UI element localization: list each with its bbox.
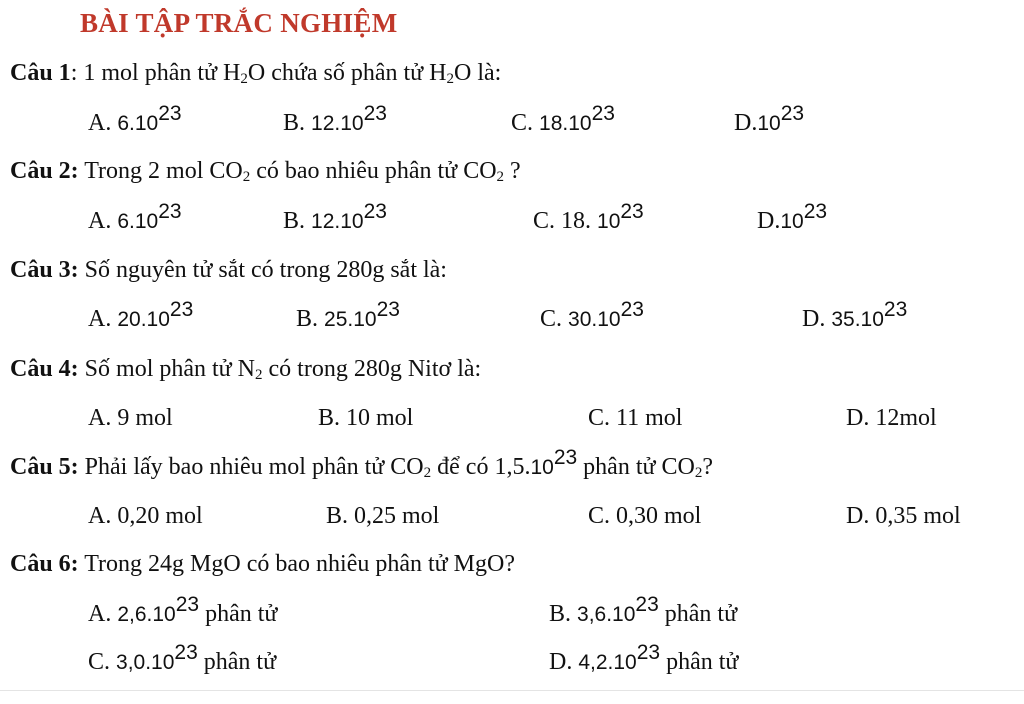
q5-option-b[interactable]: B. 0,25 mol	[326, 503, 440, 529]
question-1	[10, 60, 501, 87]
question-3	[10, 257, 447, 284]
subscript: 2	[240, 71, 248, 87]
q2-option-b[interactable]: B. 12.10$^{23}$	[283, 200, 387, 234]
subscript: 2	[255, 367, 263, 383]
q5-option-c[interactable]: C. 0,30 mol	[588, 503, 702, 529]
q1-option-c[interactable]: C. 18.10$^{23}$	[511, 102, 615, 136]
question-label: Câu 2:	[10, 158, 79, 184]
question-text: Trong 24g MgO có bao nhiêu phân tử MgO?	[78, 551, 515, 577]
q3-option-a[interactable]: A. 20.10$^{23}$	[88, 298, 194, 332]
subscript: 2	[496, 169, 505, 185]
question-text: O chứa số phân tử H	[247, 60, 447, 86]
question-text: có bao nhiêu phân tử CO	[250, 158, 497, 184]
q1-option-b[interactable]: B. 12.10$^{23}$	[283, 102, 387, 136]
q4-option-d[interactable]: D. 12mol	[846, 405, 937, 431]
q6-option-d[interactable]: D. 4,2.10$^{23}$ phân tử	[549, 641, 739, 675]
q5-option-a[interactable]: A. 0,20 mol	[88, 503, 203, 529]
q5-option-d[interactable]: D. 0,35 mol	[846, 503, 961, 529]
question-label: Câu 4:	[10, 356, 79, 382]
q3-option-c[interactable]: C. 30.10$^{23}$	[540, 298, 644, 332]
q6-option-c[interactable]: C. 3,0.10$^{23}$ phân tử	[88, 641, 277, 675]
question-text: Trong 2 mol CO	[78, 158, 243, 184]
q1-option-d[interactable]: $D.10^{23}$	[734, 102, 805, 136]
q4-option-a[interactable]: A. 9 mol	[88, 405, 173, 431]
question-text: Phải lấy bao nhiêu mol phân tử CO	[78, 454, 424, 480]
question-text: ?	[504, 158, 521, 184]
question-label: Câu 5:	[10, 454, 79, 480]
question-text: để có 1,5.	[431, 454, 531, 480]
q2-option-c[interactable]: C. 18. $10^{23}$	[533, 200, 644, 234]
q3-option-d[interactable]: D. 35.10$^{23}$	[802, 298, 908, 332]
subscript: 2	[446, 71, 455, 87]
question-text: Số mol phân tử N	[78, 356, 256, 382]
subscript: 2	[242, 169, 251, 185]
q4-option-c[interactable]: C. 11 mol	[588, 405, 683, 431]
question-text: O là:	[454, 60, 502, 86]
q6-option-a[interactable]: A. 2,6.10$^{23}$ phân tử	[88, 593, 278, 627]
question-text: : 1 mol phân tử H	[70, 60, 241, 86]
question-text: có trong 280g Nitơ là:	[262, 356, 482, 382]
page-divider	[0, 690, 1024, 691]
question-5: Câu 5: Phải lấy bao nhiêu mol phân tử $CO_2$ để có 1,5.10$^{23}$ phân tử $CO_2$?	[10, 446, 713, 481]
question-label: Câu 3:	[10, 257, 79, 283]
question-label: Câu 1	[10, 60, 71, 86]
q3-option-b[interactable]: B. 25.10$^{23}$	[296, 298, 400, 332]
question-text: ?	[702, 454, 713, 480]
q1-option-a[interactable]: A. 6.10$^{23}$	[88, 102, 182, 136]
question-text: phân tử CO	[577, 454, 695, 480]
q6-option-b[interactable]: B. 3,6.10$^{23}$ phân tử	[549, 593, 738, 627]
question-label: Câu 6:	[10, 551, 79, 577]
q2-option-d[interactable]: $D.10^{23}$	[757, 200, 828, 234]
page-title: BÀI TẬP TRẮC NGHIỆM	[80, 8, 398, 38]
subscript: 2	[694, 465, 703, 481]
question-6	[10, 551, 515, 578]
question-2	[10, 158, 521, 185]
subscript: 2	[423, 465, 432, 481]
question-4	[10, 356, 481, 383]
q4-option-b[interactable]: B. 10 mol	[318, 405, 414, 431]
q2-option-a[interactable]: A. 6.10$^{23}$	[88, 200, 182, 234]
question-text: Số nguyên tử sắt có trong 280g sắt là:	[78, 257, 447, 283]
